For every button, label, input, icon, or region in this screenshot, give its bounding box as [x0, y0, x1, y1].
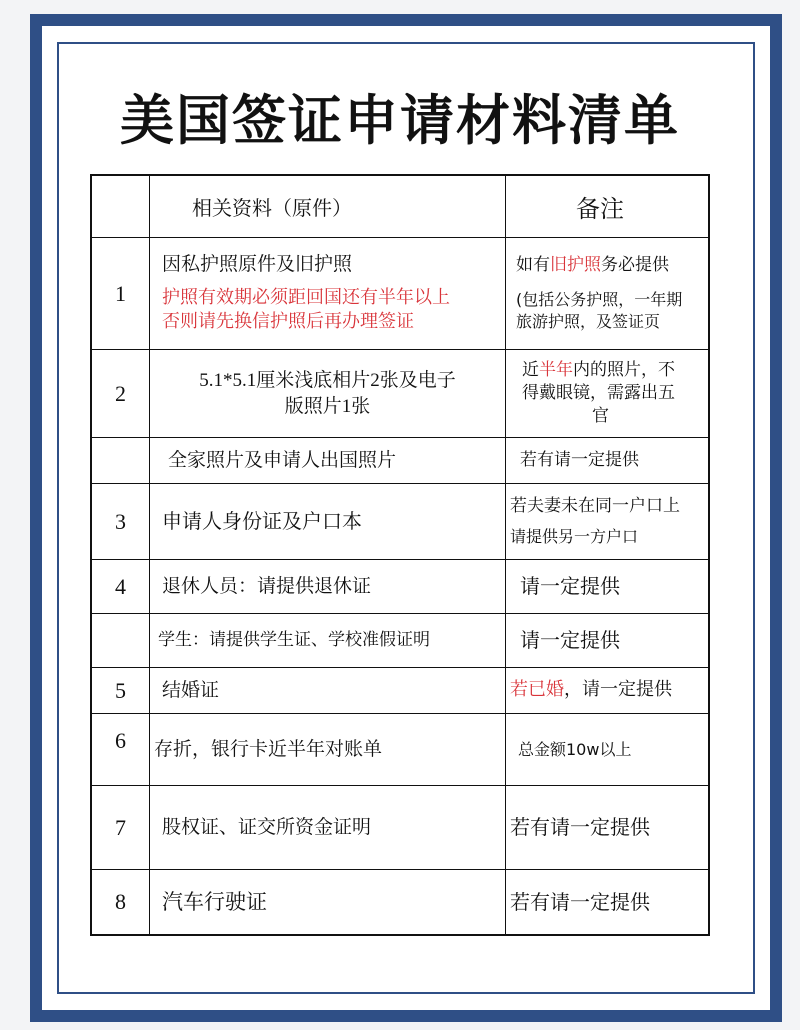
material-text: 汽车行驶证: [162, 889, 267, 914]
note-text: 官: [592, 405, 609, 426]
note-text: [522, 359, 708, 382]
note-cell: [506, 438, 708, 483]
table-row: [92, 350, 708, 438]
note-text: 若夫妻未在同一户口上: [510, 496, 680, 517]
note-cell: [506, 484, 708, 559]
table-row: [92, 668, 708, 714]
note-text-part: 内的照片，不: [573, 360, 675, 381]
material-text: 因私护照原件及旧护照: [162, 253, 353, 276]
material-text: 申请人身份证及户口本: [162, 509, 362, 533]
note-text: 得戴眼镜，需露出五: [522, 383, 675, 404]
table-row: [92, 614, 708, 668]
material-cell: [150, 560, 506, 613]
note-text-part: 如有: [516, 255, 550, 276]
note-highlight: 半年: [539, 360, 573, 381]
note-text: 若有请一定提供: [520, 450, 639, 471]
page-title: 美国签证申请材料清单: [120, 89, 680, 152]
material-text: 股权证、证交所资金证明: [162, 815, 372, 838]
table-row: [92, 238, 708, 350]
material-cell: [150, 714, 506, 785]
material-warning: 否则请先换信护照后再办理签证: [162, 311, 414, 333]
note-highlight: 若已婚: [510, 679, 564, 701]
note-text-part: ，请一定提供: [564, 679, 672, 701]
material-text: 学生：请提供学生证、学校准假证明: [158, 630, 430, 651]
note-cell: [506, 238, 708, 349]
note-text: [510, 678, 708, 702]
header-note: 备注: [576, 195, 624, 223]
note-text: 若有请一定提供: [510, 815, 650, 839]
row-number: 2: [92, 350, 150, 437]
note-text: [516, 254, 708, 277]
note-cell: [506, 786, 708, 869]
header-no: [92, 176, 150, 237]
row-number: [92, 438, 150, 483]
material-cell: [150, 786, 506, 869]
note-cell: [506, 668, 708, 713]
material-cell: [150, 238, 506, 349]
row-number: 5: [92, 668, 150, 713]
table-row: [92, 484, 708, 560]
table-row: [92, 870, 708, 934]
material-cell: [150, 350, 506, 437]
row-number: 8: [92, 870, 150, 934]
note-text: 旅游护照，及签证页: [516, 311, 661, 331]
material-warning: 护照有效期必须距回国还有半年以上: [162, 287, 450, 309]
row-number: [92, 614, 150, 667]
header-material: 相关资料（原件）: [150, 176, 506, 237]
materials-table: [90, 174, 710, 936]
note-cell: [506, 560, 708, 613]
material-text: 版照片1张: [284, 395, 371, 417]
note-text-part: 近: [522, 360, 539, 381]
row-number: 1: [92, 238, 150, 349]
note-cell: [506, 870, 708, 934]
note-text: 请提供另一方户口: [510, 527, 639, 547]
material-text: 退休人员：请提供退休证: [162, 574, 372, 597]
row-number: 4: [92, 560, 150, 613]
note-cell: [506, 350, 708, 437]
row-number: 6: [92, 714, 150, 785]
material-cell: [150, 870, 506, 934]
material-cell: [150, 438, 506, 483]
table-row: [92, 786, 708, 870]
material-text: 存折，银行卡近半年对账单: [154, 737, 383, 760]
note-text: 请一定提供: [520, 574, 620, 598]
material-cell: [150, 614, 506, 667]
note-text: 总金额10w以上: [518, 739, 632, 759]
note-text: 请一定提供: [520, 628, 620, 652]
note-highlight: 旧护照: [550, 255, 601, 276]
material-cell: [150, 484, 506, 559]
note-text: (包括公务护照，一年期: [516, 290, 683, 310]
material-text: 全家照片及申请人出国照片: [168, 448, 397, 471]
table-row: [92, 714, 708, 786]
material-text: 结婚证: [162, 678, 220, 701]
note-cell: [506, 714, 708, 785]
table-header: [92, 176, 708, 238]
row-number: 7: [92, 786, 150, 869]
note-cell: [506, 614, 708, 667]
material-cell: [150, 668, 506, 713]
table-row: [92, 560, 708, 614]
table-row: [92, 438, 708, 484]
material-text: 5.1*5.1厘米浅底相片2张及电子: [199, 369, 456, 391]
note-text: 若有请一定提供: [510, 889, 650, 914]
note-text-part: 务必提供: [601, 255, 669, 276]
row-number: 3: [92, 484, 150, 559]
